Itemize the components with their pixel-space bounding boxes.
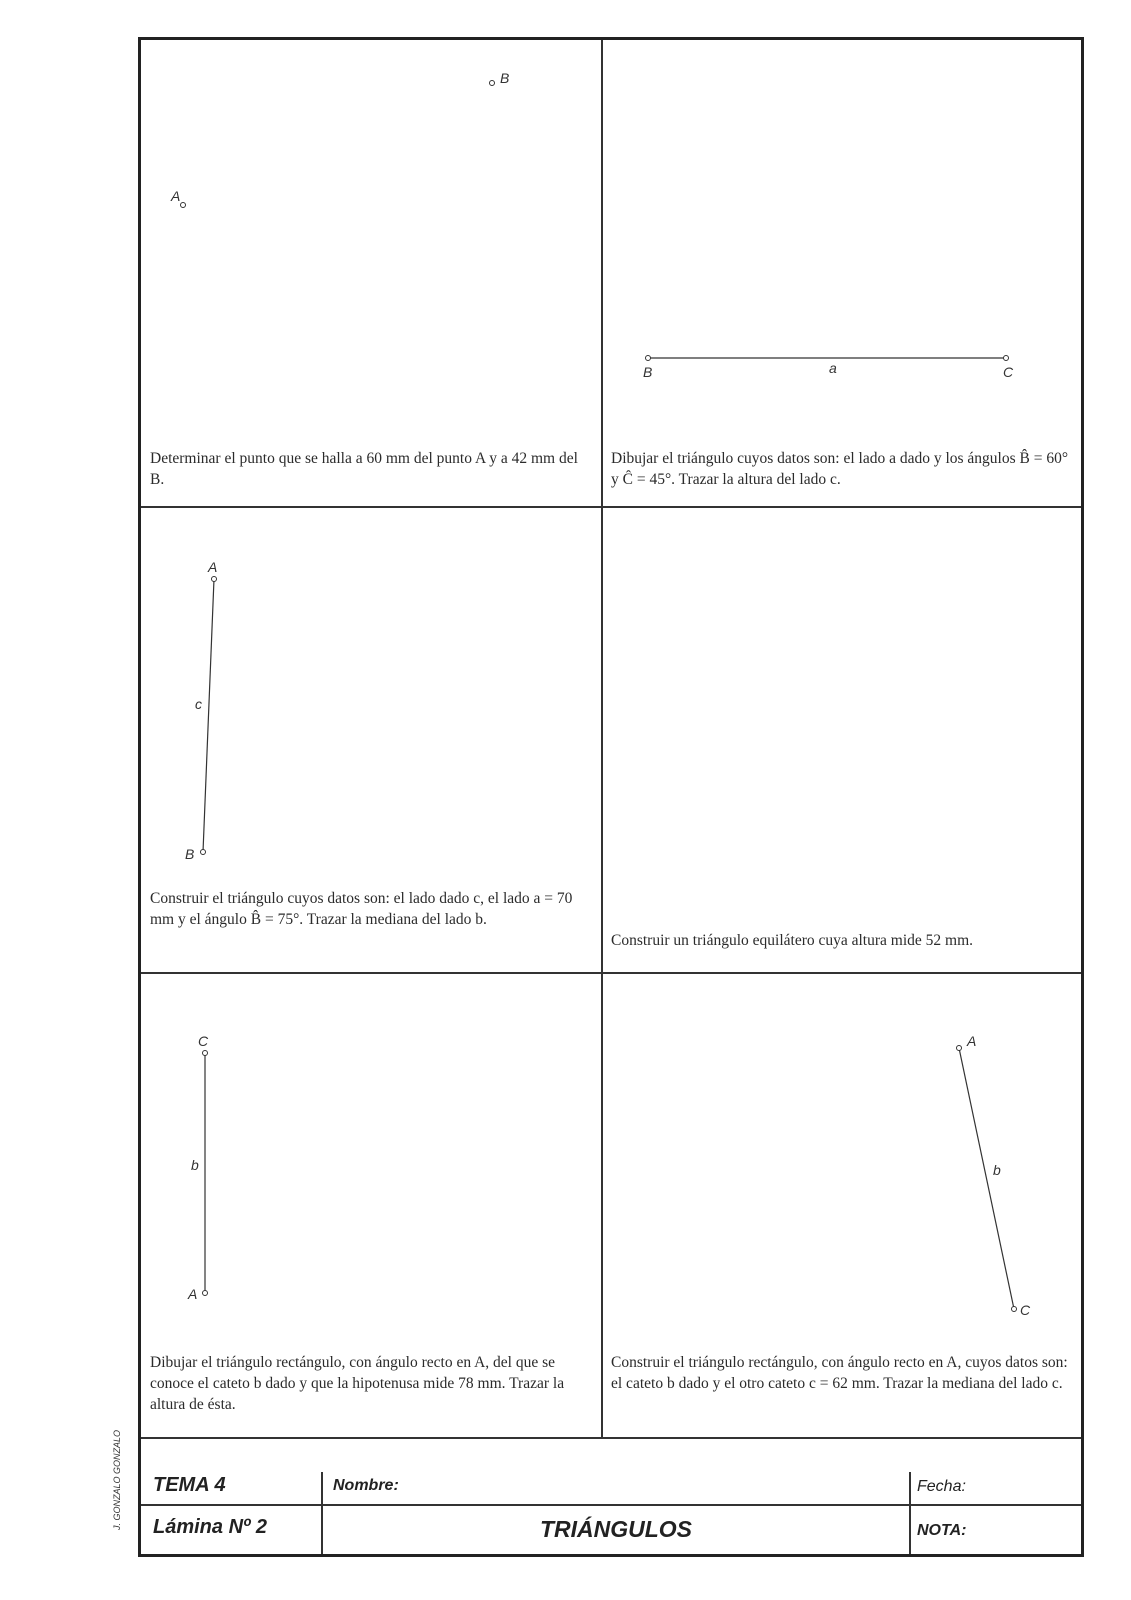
- problem-2-statement: Dibujar el triángulo cuyos datos son: el lado a dado y los ángulos B̂ = 60° y Ĉ = 45°. Trazar la altura del lado c.: [611, 450, 1069, 488]
- worksheet: [138, 37, 1084, 1557]
- lamina-label: Lámina Nº 2: [153, 1516, 268, 1538]
- tema-label: TEMA 4: [153, 1474, 226, 1496]
- sheet-title: TRIÁNGULOS: [539, 1516, 693, 1542]
- problem-6: [603, 974, 1081, 1437]
- problem-3-statement: Construir el triángulo cuyos datos son: el lado dado c, el lado a = 70 mm y el ángulo B̂ = 75°. Trazar la mediana del lado b.: [150, 890, 573, 928]
- side-c-label: c: [195, 696, 202, 712]
- point-b-label: B: [500, 70, 510, 86]
- problem-1-statement: Determinar el punto que se halla a 60 mm del punto A y a 42 mm del B.: [150, 450, 578, 488]
- problem-2: [603, 40, 1081, 506]
- problem-4: [603, 508, 1081, 972]
- point-c-label: C: [1020, 1302, 1031, 1318]
- problem-1: [141, 40, 601, 506]
- title-block: [141, 1472, 1081, 1554]
- footer-divider: [141, 1437, 1081, 1439]
- nota-label: NOTA:: [917, 1522, 967, 1539]
- problem-5: [141, 974, 601, 1437]
- problem-6-statement: Construir el triángulo rectángulo, con ángulo recto en A, cuyos datos son: el cateto b dado y el otro cateto c = 62 mm. Trazar la mediana del lado c.: [611, 1354, 1068, 1392]
- problem-3: [141, 508, 601, 972]
- point-a-label: A: [967, 1033, 977, 1049]
- problem-5-statement: Dibujar el triángulo rectángulo, con ángulo recto en A, del que se conoce el cateto b dado y que la hipotenusa mide 78 mm. Trazar la altura de ésta.: [150, 1354, 565, 1413]
- point-c-label: C: [1003, 364, 1014, 380]
- side-b-label: b: [191, 1157, 199, 1173]
- side-b-label: b: [993, 1162, 1001, 1178]
- problem-4-statement: Construir un triángulo equilátero cuya altura mide 52 mm.: [611, 932, 974, 949]
- point-a-label: A: [208, 559, 218, 575]
- fecha-label: Fecha:: [917, 1478, 966, 1495]
- point-b-label: B: [185, 846, 195, 862]
- problem-2-figure: [603, 40, 1081, 506]
- title-block-divider-mid: [141, 1504, 1081, 1506]
- point-a-label: A: [188, 1286, 198, 1302]
- author-credit: J. GONZALO GONZALO: [112, 1429, 122, 1530]
- side-a-label: a: [829, 360, 837, 376]
- nombre-label: Nombre:: [333, 1477, 399, 1494]
- point-a-label: A: [171, 188, 181, 204]
- problem-1-figure: [141, 40, 601, 506]
- point-c-label: C: [198, 1033, 209, 1049]
- point-b-label: B: [643, 364, 653, 380]
- title-block-divider-2: [909, 1472, 911, 1554]
